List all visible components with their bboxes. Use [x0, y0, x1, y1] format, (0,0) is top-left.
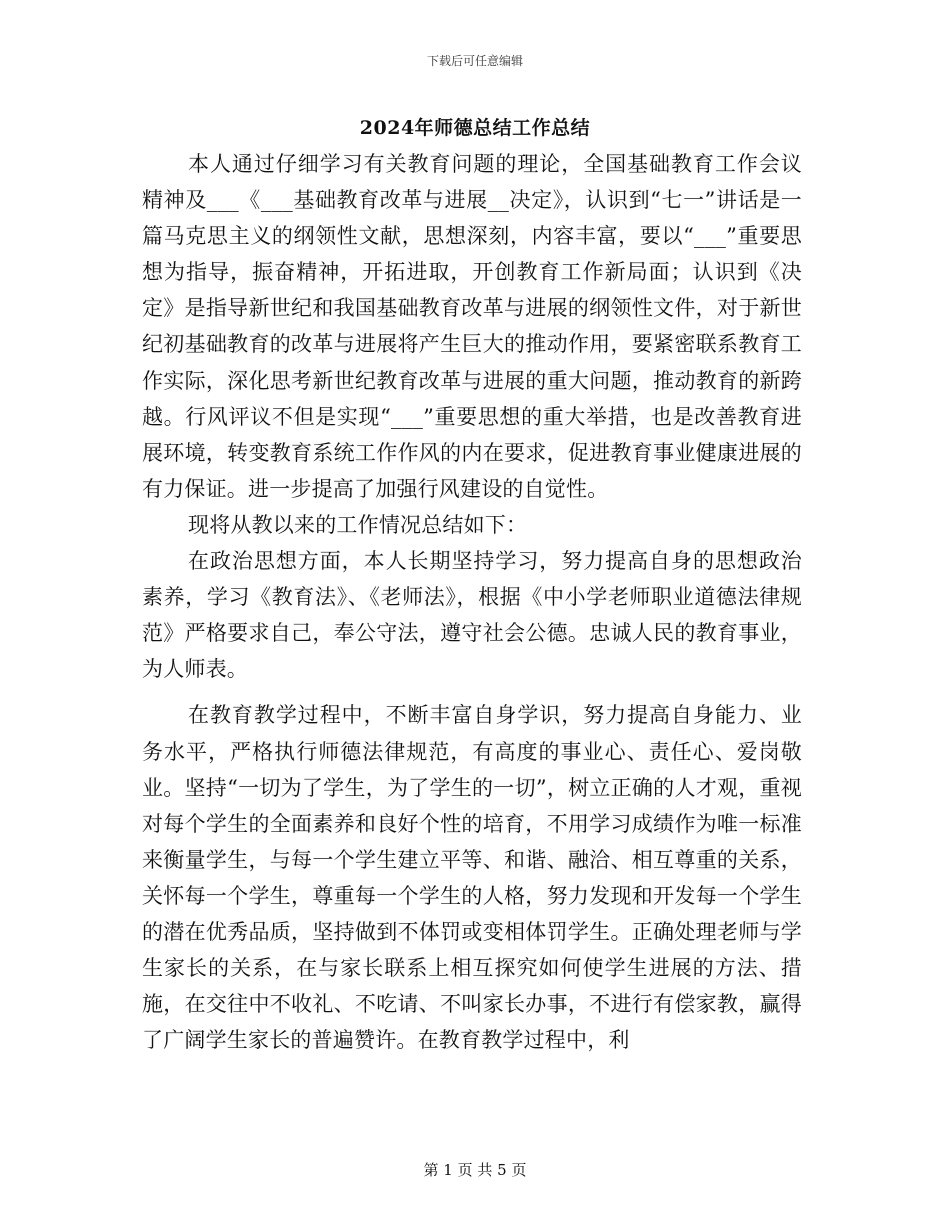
header-note: 下载后可任意编辑 — [426, 54, 523, 68]
paragraph-summary-intro: 现将从教以来的工作情况总结如下： — [188, 512, 528, 537]
document-body — [142, 146, 802, 1058]
paragraph-political-thought: 在政治思想方面，本人长期坚持学习，努力提高自身的思想政治素养，学习《教育法》、《老师法》，根据《中小学老师职业道德法律规范》严格要求自己，奉公守法，遵守社会公德。忠诚人民的教育事业，为人师表。 — [142, 549, 802, 682]
paragraph-teaching-process: 在教育教学过程中，不断丰富自身学识，努力提高自身能力、业务水平，严格执行师德法律规范，有高度的事业心、责任心、爱岗敬业。坚持“一切为了学生，为了学生的一切”，树立正确的人才观，重视对每个学生的全面素养和良好个性的培育，不用学习成绩作为唯一标准来衡量学生，与每一个学生建立平等、和谐、融洽、相互尊重的关系，关怀每一个学生，尊重每一个学生的人格，努力发现和开发每一个学生的潜在优秀品质，坚持做到不体罚或变相体罚学生。正确处理老师与学生家长的关系，在与家长联系上相互探究如何使学生进展的方法、措施，在交往中不收礼、不吃请、不叫家长办事，不进行有偿家教，赢得了广阔学生家长的普遍赞许。在教育教学过程中，利 — [142, 703, 802, 1053]
page-number: 第 1 页 共 5 页 — [423, 1161, 527, 1179]
document-title: 2024年师德总结工作总结 — [359, 117, 591, 139]
paragraph-study-theory: 本人通过仔细学习有关教育问题的理论，全国基础教育工作会议精神及___《___基础教育改革与进展__决定》，认识到“七一”讲话是一篇马克思主义的纲领性文献，思想深刻，内容丰富，要以“___”重要思想为指导，振奋精神，开拓进取，开创教育工作新局面；认识到《决定》是指导新世纪和我国基础教育改革与进展的纲领性文件，对于新世纪初基础教育的改革与进展将产生巨大的推动作用，要紧密联系教育工作实际，深化思考新世纪教育改革与进展的重大问题，推动教育的新跨越。行风评议不但是实现“___”重要思想的重大举措，也是改善教育进展环境，转变教育系统工作作风的内在要求，促进教育事业健康进展的有力保证。进一步提高了加强行风建设的自觉性。 — [142, 152, 802, 501]
